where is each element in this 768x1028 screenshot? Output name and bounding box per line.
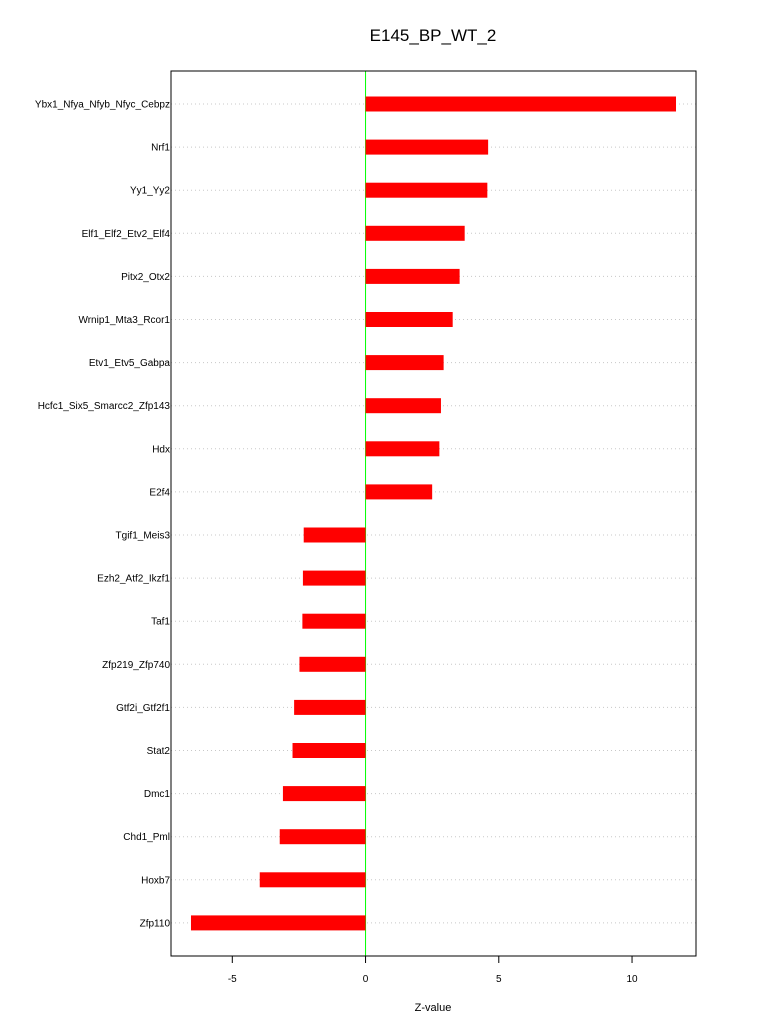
category-label: Elf1_Elf2_Etv2_Elf4 <box>81 228 170 240</box>
bar <box>303 571 366 586</box>
category-label: Wrnip1_Mta3_Rcor1 <box>78 315 170 326</box>
category-label: Stat2 <box>146 746 170 757</box>
bar <box>366 398 441 413</box>
category-label: Tgif1_Meis3 <box>115 530 170 542</box>
category-label: Hoxb7 <box>141 875 170 887</box>
bar <box>302 614 365 629</box>
category-labels <box>35 100 171 930</box>
category-label: Chd1_Pml <box>123 832 170 844</box>
bar <box>293 743 366 758</box>
category-label: Nrf1 <box>151 142 170 154</box>
chart-title: E145_BP_WT_2 <box>369 26 497 45</box>
bar <box>366 183 488 198</box>
bar <box>366 484 433 499</box>
x-axis <box>228 956 638 985</box>
bar <box>366 97 676 112</box>
category-label: Zfp219_Zfp740 <box>102 659 170 671</box>
category-label: Hcfc1_Six5_Smarcc2_Zfp143 <box>37 401 170 413</box>
x-tick-label: 10 <box>626 974 638 985</box>
bar <box>294 700 365 715</box>
bar <box>283 786 366 801</box>
x-axis-title: Z-value <box>414 1002 452 1014</box>
bar <box>191 915 366 930</box>
x-tick-label: -5 <box>227 974 237 985</box>
bar <box>366 441 440 456</box>
category-label: Ybx1_Nfya_Nfyb_Nfyc_Cebpz <box>34 99 170 111</box>
plot-frame <box>171 71 696 956</box>
x-tick-label: 0 <box>362 974 369 985</box>
category-label: E2f4 <box>149 487 170 499</box>
bar <box>304 528 366 543</box>
bars <box>191 97 676 931</box>
bar <box>366 226 465 241</box>
bar <box>366 355 444 370</box>
category-label: Gtf2i_Gtf2f1 <box>116 702 170 714</box>
category-label: Ezh2_Atf2_Ikzf1 <box>97 573 170 585</box>
category-label: Yy1_Yy2 <box>129 185 170 197</box>
bar <box>280 829 366 844</box>
category-label: Zfp110 <box>139 918 170 930</box>
bar <box>366 312 453 327</box>
category-label: Dmc1 <box>143 789 170 801</box>
bar <box>260 872 366 887</box>
category-label: Etv1_Etv5_Gabpa <box>88 358 170 370</box>
x-tick-label: 5 <box>496 974 502 985</box>
bar <box>299 657 365 672</box>
category-label: Pitx2_Otx2 <box>121 271 170 283</box>
bar <box>366 269 460 284</box>
bar <box>366 140 489 155</box>
category-label: Taf1 <box>151 616 170 628</box>
category-label: Hdx <box>152 444 170 456</box>
